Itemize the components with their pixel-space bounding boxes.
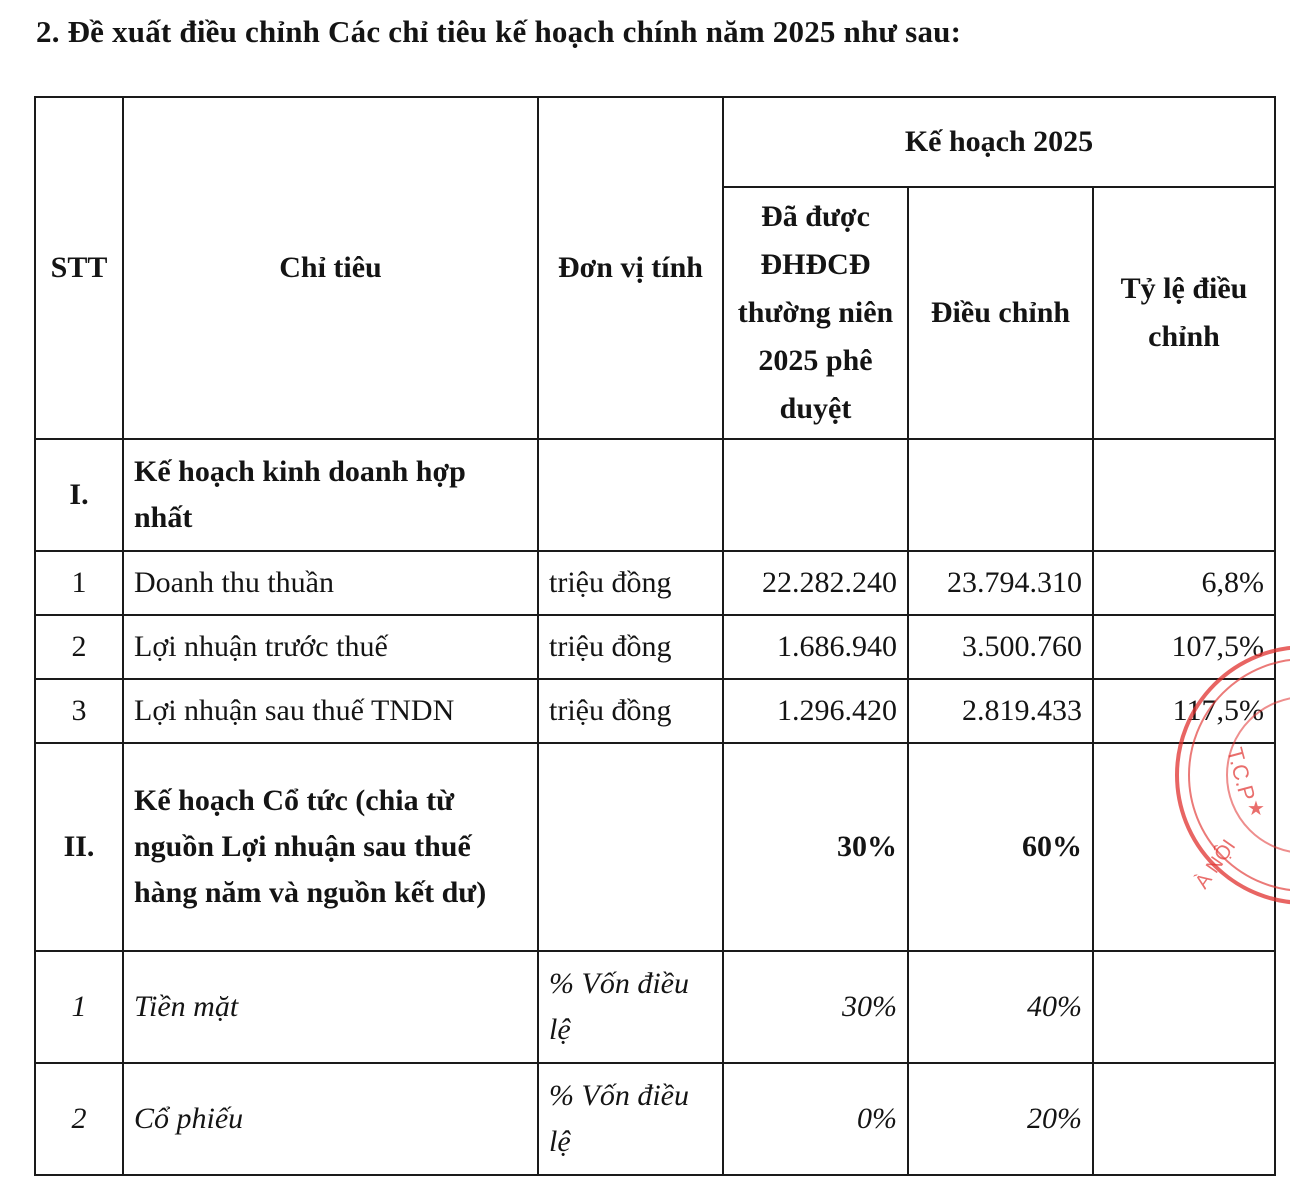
- row-indicator: Lợi nhuận sau thuế TNDN: [123, 679, 538, 743]
- section-row: [35, 439, 1275, 551]
- empty-cell: [538, 439, 723, 551]
- row-stt: 2: [35, 615, 123, 679]
- row-approved: 22.282.240: [723, 551, 908, 615]
- header-plan-2025: Kế hoạch 2025: [723, 97, 1275, 187]
- row-indicator: Tiền mặt: [123, 951, 538, 1063]
- row-unit: triệu đồng: [538, 615, 723, 679]
- header-approved: Đã được ĐHĐCĐ thường niên 2025 phê duyệt: [723, 187, 908, 439]
- empty-cell: [723, 439, 908, 551]
- row-adjusted: 2.819.433: [908, 679, 1093, 743]
- section-stt: I.: [35, 439, 123, 551]
- svg-text:★: ★: [1247, 798, 1265, 820]
- row-unit: triệu đồng: [538, 551, 723, 615]
- row-adjusted: 40%: [908, 951, 1093, 1063]
- empty-cell: [538, 743, 723, 951]
- row-adjusted: 3.500.760: [908, 615, 1093, 679]
- row-indicator: Lợi nhuận trước thuế: [123, 615, 538, 679]
- row-adjusted: 20%: [908, 1063, 1093, 1175]
- header-stt: STT: [35, 97, 123, 439]
- row-ratio: 6,8%: [1093, 551, 1275, 615]
- header-unit: Đơn vị tính: [538, 97, 723, 439]
- row-ratio: 107,5%: [1093, 615, 1275, 679]
- section-stt: II.: [35, 743, 123, 951]
- row-ratio: [1093, 951, 1275, 1063]
- table-row: [35, 1063, 1275, 1175]
- svg-text:À NỘI: À NỘI: [1191, 835, 1241, 893]
- row-approved: 1.296.420: [723, 679, 908, 743]
- row-approved: 1.686.940: [723, 615, 908, 679]
- table-row: [35, 951, 1275, 1063]
- row-approved: 30%: [723, 951, 908, 1063]
- section-title: Kế hoạch kinh doanh hợp nhất: [123, 439, 538, 551]
- row-stt: 2: [35, 1063, 123, 1175]
- row-ratio: [1093, 1063, 1275, 1175]
- row-unit: % Vốn điều lệ: [538, 951, 723, 1063]
- plan-table: [34, 96, 1276, 1176]
- empty-cell: [908, 439, 1093, 551]
- row-stt: 1: [35, 551, 123, 615]
- row-adjusted: 23.794.310: [908, 551, 1093, 615]
- header-adjusted: Điều chỉnh: [908, 187, 1093, 439]
- section-approved: 30%: [723, 743, 908, 951]
- row-indicator: Doanh thu thuần: [123, 551, 538, 615]
- empty-cell: [1093, 743, 1275, 951]
- row-ratio: 117,5%: [1093, 679, 1275, 743]
- row-approved: 0%: [723, 1063, 908, 1175]
- header-indicator: Chỉ tiêu: [123, 97, 538, 439]
- row-unit: triệu đồng: [538, 679, 723, 743]
- section-row: [35, 743, 1275, 951]
- table-row: [35, 551, 1275, 615]
- row-unit: % Vốn điều lệ: [538, 1063, 723, 1175]
- svg-text:T.C.P: T.C.P: [1222, 744, 1261, 804]
- section-title: Kế hoạch Cổ tức (chia từ nguồn Lợi nhuận sau thuế hàng năm và nguồn kết dư): [123, 743, 538, 951]
- row-stt: 3: [35, 679, 123, 743]
- header-ratio: Tỷ lệ điều chỉnh: [1093, 187, 1275, 439]
- row-indicator: Cổ phiếu: [123, 1063, 538, 1175]
- table-row: [35, 679, 1275, 743]
- section-adjusted: 60%: [908, 743, 1093, 951]
- empty-cell: [1093, 439, 1275, 551]
- row-stt: 1: [35, 951, 123, 1063]
- table-row: [35, 615, 1275, 679]
- section-heading: 2. Đề xuất điều chỉnh Các chỉ tiêu kế hoạch chính năm 2025 như sau:: [36, 14, 962, 49]
